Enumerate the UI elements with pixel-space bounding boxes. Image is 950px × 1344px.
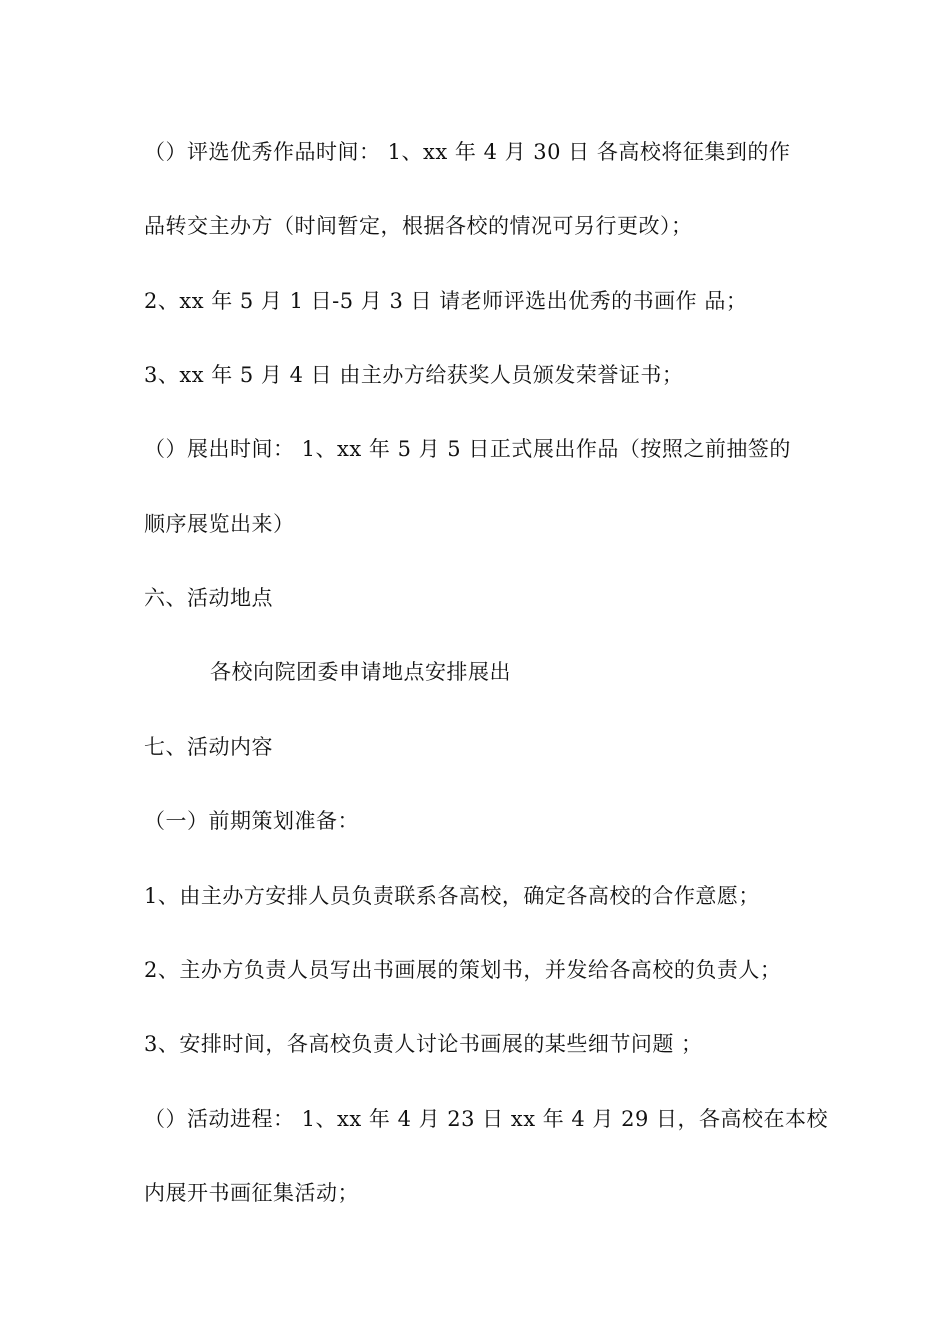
text-line-award: 3、xx 年 5 月 4 日 由主办方给获奖人员颁发荣誉证书；: [144, 363, 684, 387]
section-heading-venue: 六、活动地点: [144, 586, 273, 610]
text-line-collection: 内展开书画征集活动；: [144, 1181, 359, 1205]
text-line-prep-3: 3、安排时间，各高校负责人讨论书画展的某些细节问题 ；: [144, 1032, 703, 1056]
section-heading-content: 七、活动内容: [144, 735, 273, 759]
text-line-exhibition-order: 顺序展览出来）: [144, 512, 295, 536]
text-line-submission: 品转交主办方（时间暂定，根据各校的情况可另行更改）；: [144, 214, 693, 238]
text-line-venue: 各校向院团委申请地点安排展出: [210, 660, 511, 684]
text-line-exhibition-time: （）展出时间： 1、xx 年 5 月 5 日正式展出作品（按照之前抽签的: [144, 437, 791, 461]
text-line-selection-time: （）评选优秀作品时间： 1、xx 年 4 月 30 日 各高校将征集到的作: [144, 140, 791, 164]
subheading-preparation: （一）前期策划准备：: [144, 809, 359, 833]
text-line-prep-2: 2、主办方负责人员写出书画展的策划书，并发给各高校的负责人；: [144, 958, 782, 982]
text-line-progress: （）活动进程： 1、xx 年 4 月 23 日 xx 年 4 月 29 日，各高校在本校: [144, 1107, 829, 1131]
text-line-prep-1: 1、由主办方安排人员负责联系各高校，确定各高校的合作意愿；: [144, 884, 760, 908]
text-line-evaluation: 2、xx 年 5 月 1 日-5 月 3 日 请老师评选出优秀的书画作 品；: [144, 289, 748, 313]
